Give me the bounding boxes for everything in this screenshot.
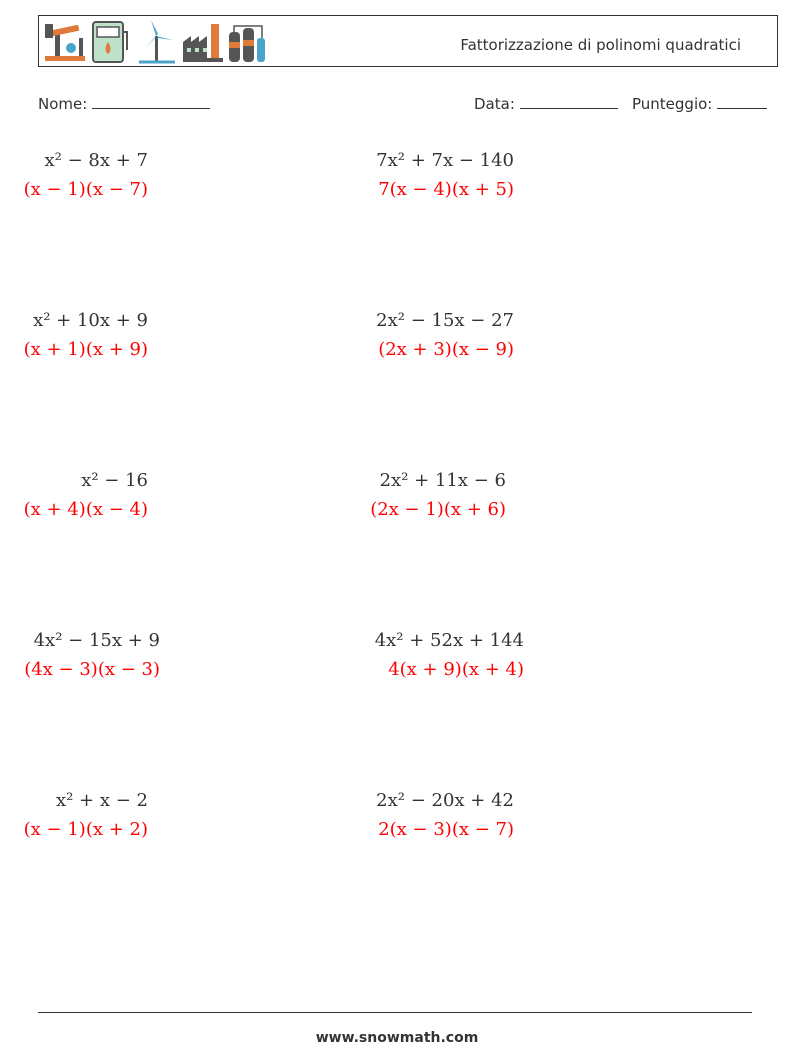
worksheet-title: Fattorizzazione di polinomi quadratici bbox=[460, 36, 741, 54]
score-label: Punteggio: bbox=[632, 95, 713, 113]
problem-answer: (x + 1)(x + 9) bbox=[23, 339, 148, 360]
footer-divider bbox=[38, 1012, 752, 1013]
footer-url[interactable]: www.snowmath.com bbox=[315, 1030, 479, 1046]
problem-expression: 4x² + 52x + 144 bbox=[374, 630, 524, 651]
name-line bbox=[92, 94, 210, 109]
problem-expression: 2x² + 11x − 6 bbox=[379, 470, 506, 491]
problem-expression: 2x² − 15x − 27 bbox=[376, 310, 514, 331]
name-label: Nome: bbox=[38, 95, 88, 113]
problem-expression: 4x² − 15x + 9 bbox=[33, 630, 160, 651]
header-icons bbox=[43, 18, 269, 66]
problem-expression: x² + x − 2 bbox=[55, 790, 148, 811]
oil-pump-icon bbox=[45, 24, 85, 61]
problem-expression: x² − 16 bbox=[81, 470, 148, 491]
problem-expression: 2x² − 20x + 42 bbox=[376, 790, 514, 811]
problem-answer: (x − 1)(x + 2) bbox=[23, 819, 148, 840]
worksheet-header bbox=[38, 15, 778, 67]
problem-answer: 7(x − 4)(x + 5) bbox=[378, 179, 514, 200]
date-line bbox=[520, 94, 618, 109]
score-line bbox=[717, 94, 767, 109]
fuel-station-icon bbox=[93, 22, 127, 62]
problem-expression: x² + 10x + 9 bbox=[33, 310, 148, 331]
problem-expression: x² − 8x + 7 bbox=[44, 150, 148, 171]
date-field bbox=[474, 94, 618, 113]
gas-cylinders-icon bbox=[229, 26, 265, 62]
problem-answer: (2x + 3)(x − 9) bbox=[378, 339, 514, 360]
problem-answer: 2(x − 3)(x − 7) bbox=[378, 819, 514, 840]
problem-expression: 7x² + 7x − 140 bbox=[376, 150, 514, 171]
problem-answer: 4(x + 9)(x + 4) bbox=[388, 659, 524, 680]
problem-answer: (x + 4)(x − 4) bbox=[23, 499, 148, 520]
problem-answer: (2x − 1)(x + 6) bbox=[370, 499, 506, 520]
name-field bbox=[38, 94, 210, 113]
wind-turbine-icon bbox=[139, 20, 175, 62]
score-field bbox=[632, 94, 767, 113]
problem-answer: (x − 1)(x − 7) bbox=[23, 179, 148, 200]
date-label: Data: bbox=[474, 95, 515, 113]
problem-answer: (4x − 3)(x − 3) bbox=[24, 659, 160, 680]
factory-icon bbox=[183, 24, 223, 62]
